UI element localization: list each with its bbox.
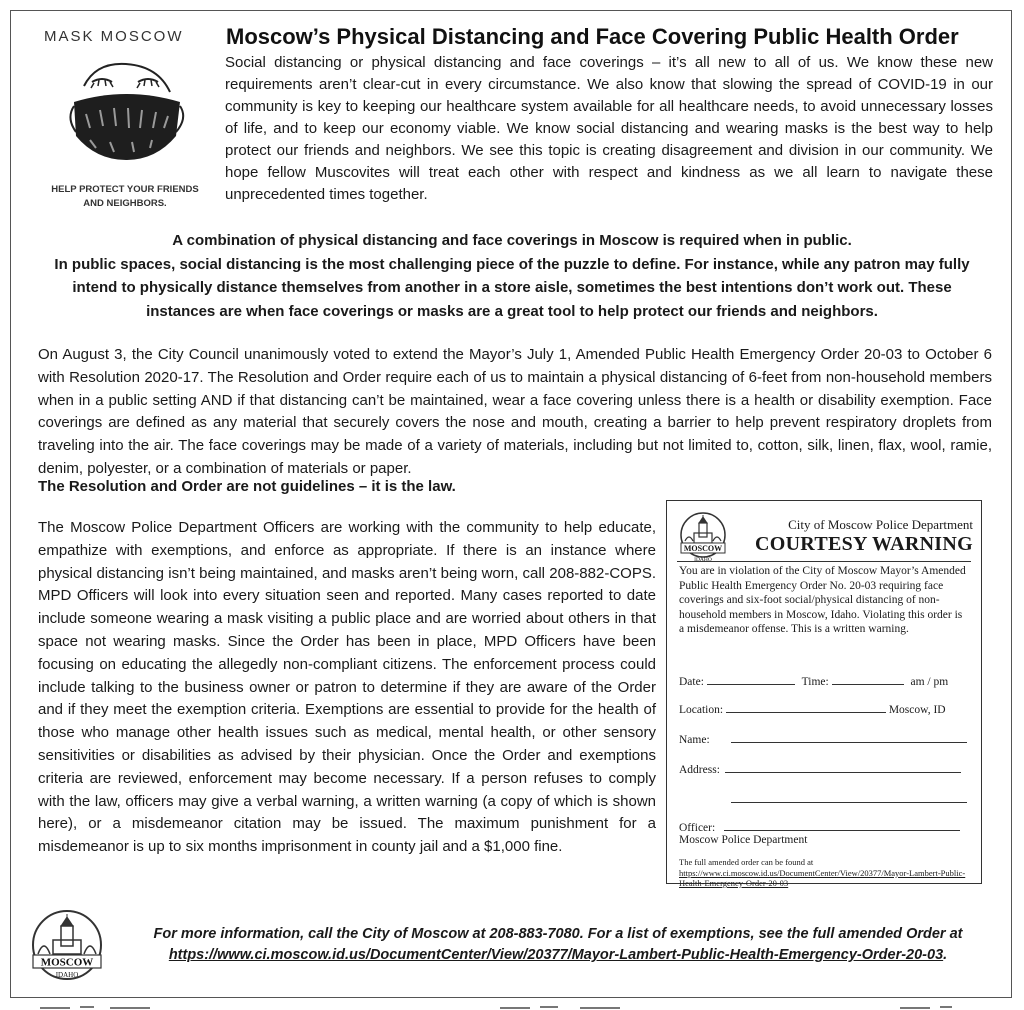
- address-row: [679, 761, 969, 776]
- police-paragraph: The Moscow Police Department Officers are working with the community to help educate, empathize with exemptions, and enforce as appropriate. If there is an instance where physical distancing isn’t being maintained, and masks aren’t being worn, call 208-882-COPS. MPD Officers will look into every situation seen and reported. Many cases reported to date include someone wearing a mask visiting a public place and are worried about others in that space not wearing masks. Since the Order has been in place, MPD Officers have been focusing on educating the allegedly non-compliant citizens. The enforcement process could include talking to the business owner or patron to determine if they are aware of the Order and if they meet the exemption criteria. Exemptions are essential to provide for the health of those who manage other health issues such as medical, mental health, or other sensory sensitivities or disabilities as advised by their physician. Once the Order and exemptions criteria are reviewed, enforcement may become necessary. If a person refuses to comply with the law, officers may give a verbal warning, a written warning (a copy of which is shown here), or a misdemeanor citation may be issued. The maximum punishment for a misdemeanor is up to six months imprisonment in county jail and a $1,000 fine.: [38, 519, 656, 856]
- warning-divider: [677, 561, 971, 562]
- footer-seal-sub: IDAHO: [55, 971, 79, 979]
- address-field-2[interactable]: [731, 791, 967, 803]
- location-field[interactable]: [726, 701, 886, 713]
- footer-seal-text: MOSCOW: [40, 956, 94, 969]
- brand-title: MASK MOSCOW: [44, 28, 184, 45]
- date-label: Date:: [679, 676, 704, 688]
- emphasis-block: [38, 229, 986, 323]
- city-seal-icon: [30, 908, 104, 982]
- date-time-row: [679, 673, 969, 688]
- brand-caption: HELP PROTECT YOUR FRIENDS AND NEIGHBORS.: [51, 184, 199, 209]
- name-row: [679, 731, 969, 746]
- warning-footer: [679, 857, 973, 889]
- resolution-paragraph: On August 3, the City Council unanimously voted to extend the Mayor’s July 1, Amended Public Health Emergency Order 20-03 to October 6 with Resolution 2020-17. The Resolution and Order require each of us to maintain a physical distancing of 6-feet from non-household members when in a public setting AND if that distancing can’t be maintained, wear a face covering unless there is a health or disability exemption. Face coverings are defined as any material that securely covers the nose and mouth, creating a barrier to help prevent respiratory droplets from traveling into the air. The face coverings may be made of a variety of materials, including but not limited to, cotton, silk, linen, flax, wool, ramie, denim, polyester, or a combination of materials or paper.: [38, 346, 992, 477]
- warning-title: COURTESY WARNING: [754, 533, 973, 555]
- officer-label: Officer:: [679, 822, 716, 834]
- location-label: Location:: [679, 704, 724, 716]
- courtesy-warning-card: [666, 500, 982, 888]
- seal-text: MOSCOW: [683, 544, 723, 553]
- next-page-strip: [0, 1002, 1024, 1010]
- footer-text: For more information, call the City of Moscow at 208-883-7080. For a list of exemptions, see the full amended Order at: [153, 926, 963, 942]
- footer-link[interactable]: https://www.ci.moscow.id.us/DocumentCenter/View/20377/Mayor-Lambert-Public-Health-Emergency-Order-20-03: [168, 947, 944, 963]
- address-field[interactable]: [725, 761, 961, 773]
- ampm-label: am / pm: [910, 676, 949, 688]
- time-label: Time:: [801, 676, 829, 688]
- officer-row: [679, 819, 969, 846]
- warning-footer-prefix: The full amended order can be found at: [679, 857, 814, 867]
- seal-sub: IDAHO: [694, 557, 712, 563]
- address-label: Address:: [679, 764, 720, 776]
- date-field[interactable]: [707, 673, 795, 685]
- time-field[interactable]: [832, 673, 904, 685]
- warning-footer-link[interactable]: https://www.ci.moscow.id.us/DocumentCenter/View/20377/Mayor-Lambert-Public-Health-Emergency-Order-20-03: [679, 867, 966, 888]
- name-label: Name:: [679, 734, 710, 746]
- mask-illustration: [66, 56, 186, 166]
- officer-field[interactable]: [724, 819, 960, 831]
- address-row-2: [679, 791, 969, 806]
- intro-paragraph: Social distancing or physical distancing and face coverings – it’s all new to all of us. We know these new requirements aren’t clear-cut in every circumstance. We also know that slowing the spread of COVID-19 in our community is key to keeping our healthcare system available for all healthcare needs, to avoid unnecessary losses of life, and to keep our economy viable. We know social distancing and wearing masks is the best way to help protect our friends and neighbors. We see this topic is creating disagreement and division in our community. We hope fellow Muscovites will treat each other with respect and kindness as we all learn to navigate these unprecedented times together.: [225, 54, 993, 203]
- emphasis-line-2: In public spaces, social distancing is the most challenging piece of the puzzle to define. For instance, while any patron may fully intend to physically distance themselves from another in a store aisle, sometimes the best intentions don’t work out. These instances are when face coverings or masks are a great tool to help protect our friends and neighbors.: [54, 255, 970, 320]
- location-suffix: Moscow, ID: [888, 704, 946, 716]
- emphasis-line-1: A combination of physical distancing and face coverings in Moscow is required when in public.: [172, 232, 852, 249]
- footer-period: .: [943, 947, 948, 963]
- name-field[interactable]: [731, 731, 967, 743]
- location-row: [679, 701, 969, 716]
- headline: Moscow’s Physical Distancing and Face Covering Public Health Order: [226, 24, 959, 49]
- warning-department: City of Moscow Police Department: [788, 517, 973, 532]
- warning-notice: You are in violation of the City of Moscow Mayor’s Amended Public Health Emergency Order No. 20-03 requiring face coverings and six-foot social/physical distancing of non-household members in Moscow, Idaho. Violating this order is a misdemeanor offense. This is a written warning.: [679, 565, 966, 635]
- officer-department: Moscow Police Department: [679, 834, 808, 846]
- city-seal-icon: [679, 511, 727, 563]
- footer-info: [128, 924, 988, 966]
- law-statement: The Resolution and Order are not guidelines – it is the law.: [38, 478, 456, 495]
